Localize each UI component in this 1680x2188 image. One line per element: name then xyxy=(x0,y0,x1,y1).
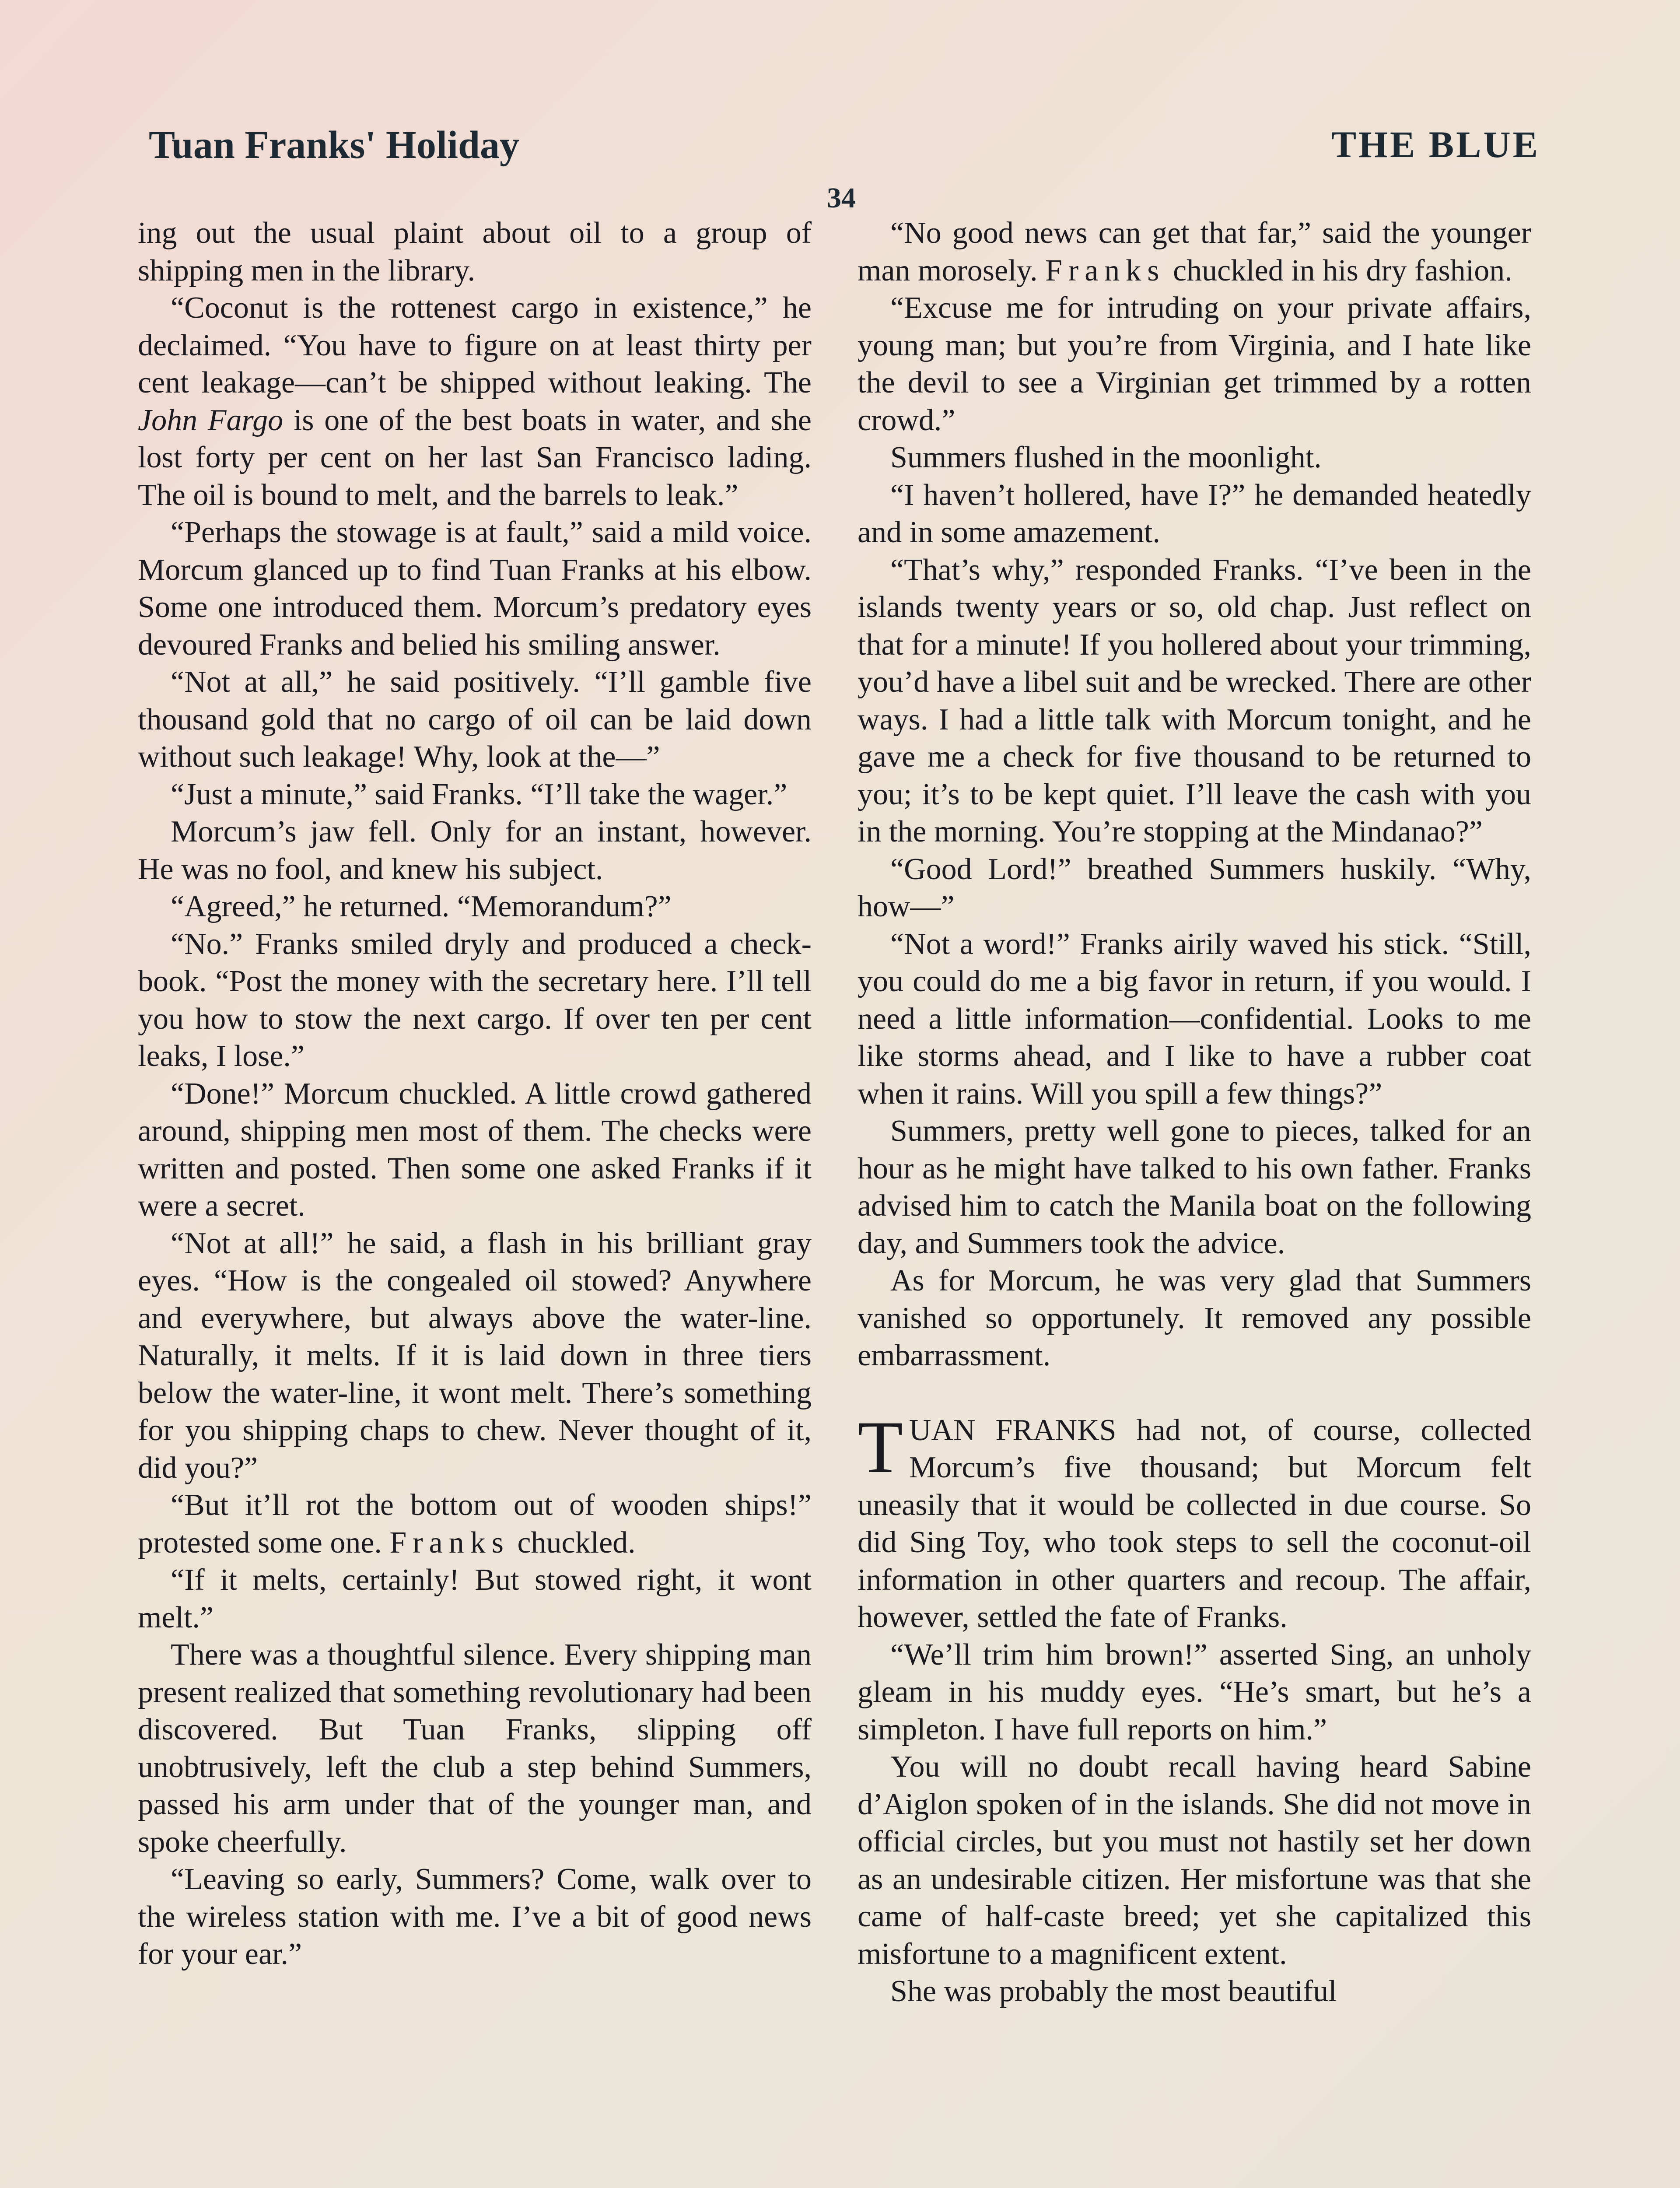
paragraph: “Leaving so early, Summers? Come, walk over to the wireless station with me. I’ve a bit of good news for your ear.” xyxy=(138,1862,812,1971)
paragraph: “Not at all,” he said positively. “I’ll gamble five thousand gold that no cargo of oil can be laid down without such leakage! Why, look at the—” xyxy=(138,665,812,774)
page-number: 34 xyxy=(827,182,856,214)
paragraph: “Good Lord!” breathed Summers huskily. “Why, how—” xyxy=(858,852,1531,923)
ship-name: John Fargo xyxy=(138,403,284,437)
paragraph: ing out the usual plaint about oil to a group of shipping men in the library. xyxy=(138,216,812,288)
paragraph: “Done!” Morcum chuckled. A little crowd gathered around, shipping men most of them. The checks were written and posted. Then some one asked Franks if it were a secret. xyxy=(138,1076,812,1223)
paragraph: “But it’ll rot the bottom out of wooden ships!” protested some one. Franks chuckled. xyxy=(138,1488,812,1560)
paragraph: She was probably the most beautiful xyxy=(890,1974,1337,2008)
paragraph: “That’s why,” responded Franks. “I’ve been in the islands twenty years or so, old chap. Just reflect on that for a minute! If you hollered about your trimming, you’d have a libel suit and be wrecked. There are other ways. I had a little talk with Morcum tonight, and he gave me a check for five thousand to be returned to you; it’s to be kept quiet. I’ll leave the cash with you in the morning. You’re stopping at the Mindanao?” xyxy=(858,553,1531,849)
paragraph: As for Morcum, he was very glad that Summers vanished so opportunely. It removed any possible embarrassment. xyxy=(858,1264,1531,1372)
paragraph: “We’ll trim him brown!” asserted Sing, an unholy gleam in his muddy eyes. “He’s smart, but he’s a simpleton. I have full reports on him.” xyxy=(858,1637,1531,1746)
paragraph: “If it melts, certainly! But stowed right, it wont melt.” xyxy=(138,1563,812,1634)
magazine-name: THE BLUE xyxy=(1331,123,1540,165)
section-paragraph: TUAN FRANKS had not, of course, collected Morcum’s five thousand; but Morcum felt uneasily that it would be collected in due course. So did Sing Toy, who took steps to sell the coconut-oil information in other quarters and recoup. The affair, however, settled the fate of Franks. xyxy=(858,1406,1531,1634)
paragraph: “Agreed,” he returned. “Memorandum?” xyxy=(171,890,672,923)
paragraph: “Not a word!” Franks airily waved his stick. “Still, you could do me a big favor in return, if you would. I need a little information—confidential. Looks to me like storms ahead, and I like to have a rubber coat when it rains. Will you spill a few things?” xyxy=(858,927,1531,1111)
paragraph: “Just a minute,” said Franks. “I’ll take the wager.” xyxy=(171,777,788,811)
paragraph: Summers flushed in the moonlight. xyxy=(890,441,1322,474)
paragraph: Summers, pretty well gone to pieces, talked for an hour as he might have talked to his own father. Franks advised him to catch the Manila boat on the following day, and Summers took the advice. xyxy=(858,1114,1531,1260)
drop-cap: T xyxy=(858,1406,903,1488)
paragraph: “Excuse me for intruding on your private affairs, young man; but you’re from Virginia, and I hate like the devil to see a Virginian get trimmed by a rotten crowd.” xyxy=(858,291,1531,437)
paragraph: You will no doubt recall having heard Sabine d’Aiglon spoken of in the islands. She did not move in official circles, but you must not hastily set her down as an undesirable citizen. Her misfortune was that she came of half-caste breed; yet she capitalized this misfortune to a magnificent extent. xyxy=(858,1750,1531,1971)
paragraph: “Coconut is the rottenest cargo in existence,” he declaimed. “You have to figure on at least thirty per cent leakage—can’t be shipped without leaking. The John Fargo is one of the best boats in water, and she lost forty per cent on her last San Francisco lading. The oil is bound to melt, and the barrels to leak.” xyxy=(138,291,812,512)
paragraph: “I haven’t hollered, have I?” he demanded heatedly and in some amazement. xyxy=(858,478,1531,549)
right-column xyxy=(858,214,1531,2010)
left-column xyxy=(138,214,812,1973)
paragraph: “Not at all!” he said, a flash in his brilliant gray eyes. “How is the congealed oil stowed? Anywhere and everywhere, but always above the water-line. Naturally, it melts. If it is laid down in three tiers below the water-line, it wont melt. There’s something for you shipping chaps to chew. Never thought of it, did you?” xyxy=(138,1226,812,1485)
paragraph: “No good news can get that far,” said the younger man morosely. Franks chuckled in his dry fashion. xyxy=(858,216,1531,288)
paragraph: There was a thoughtful silence. Every shipping man present realized that something revolutionary had been discovered. But Tuan Franks, slipping off unobtrusively, left the club a step behind Summers, passed his arm under that of the younger man, and spoke cheerfully. xyxy=(138,1638,812,1859)
paragraph: Morcum’s jaw fell. Only for an instant, however. He was no fool, and knew his subject. xyxy=(138,815,812,886)
paragraph: “Perhaps the stowage is at fault,” said a mild voice. Morcum glanced up to find Tuan Franks at his elbow. Some one introduced them. Morcum’s predatory eyes devoured Franks and belied his smiling answer. xyxy=(138,515,812,662)
paragraph: “No.” Franks smiled dryly and produced a check-book. “Post the money with the secretary here. I’ll tell you how to stow the next cargo. If over ten per cent leaks, I lose.” xyxy=(138,927,812,1073)
running-title: Tuan Franks' Holiday xyxy=(149,123,520,167)
